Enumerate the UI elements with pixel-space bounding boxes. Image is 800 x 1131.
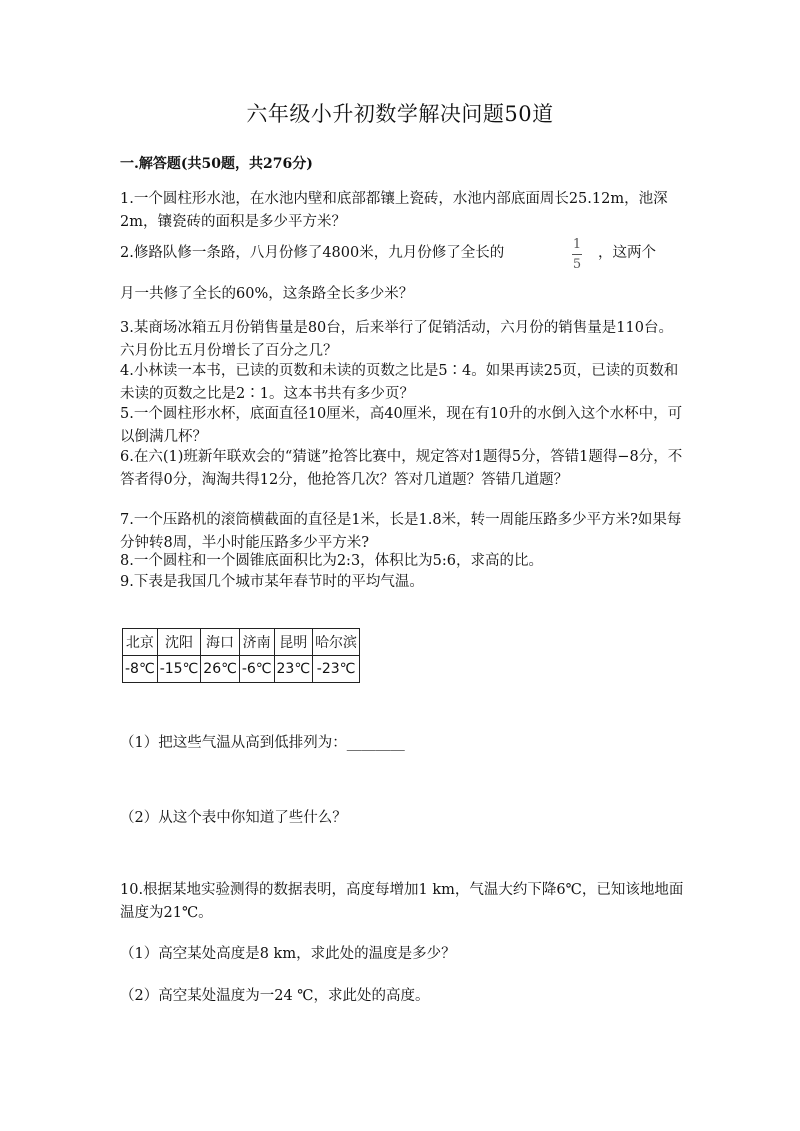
table-cell: 26℃ [201,656,240,683]
question-1: 1.一个圆柱形水池，在水池内壁和底部都镶上瓷砖，水池内部底面周长25.12m，池深2m，镶瓷砖的面积是多少平方米？ [120,191,668,230]
question-8: 8.一个圆柱和一个圆锥底面积比为2:3，体积比为5:6，求高的比。 [120,553,544,569]
section-heading: 一.解答题(共50题，共276分) [120,156,313,172]
question-2-text-b: ，这两个 [598,245,656,261]
question-3: 3.某商场冰箱五月份销售量是80台，后来举行了促销活动，六月份的销售量是110台。六月份比五月份增长了百分之几？ [120,320,673,359]
question-10-part-1: （1）高空某处高度是8 km，求此处的温度是多少？ [120,946,456,962]
table-cell: -15℃ [157,656,201,683]
table-cell: -23℃ [313,656,360,683]
question-10: 10.根据某地实验测得的数据表明，高度每增加1 km，气温大约下降6℃，已知该地地面温度为21℃。 [120,882,684,921]
table-cell: -8℃ [123,656,158,683]
table-cell: 济南 [239,629,274,656]
table-row-temps [123,656,360,683]
question-2-text-a: 2.修路队修一条路，八月份修了4800米，九月份修了全长的 [120,245,505,261]
question-6: 6.在六(1)班新年联欢会的“猜谜”抢答比赛中，规定答对1题得5分，答错1题得−8分，不答者得0分，淘淘共得12分，他抢答几次？答对几道题？答错几道题？ [120,449,683,488]
temperature-table [122,628,360,683]
table-cell: 沈阳 [157,629,201,656]
fraction-one-fifth: 1 5 [572,237,582,272]
table-cell: 23℃ [274,656,313,683]
question-7: 7.一个压路机的滚筒横截面的直径是1米，长是1.8米，转一周能压路多少平方米?如果每分钟转8周，半小时能压路多少平方米? [120,512,682,551]
table-cell: 昆明 [274,629,313,656]
table-cell: 海口 [201,629,240,656]
question-9-part-2: （2）从这个表中你知道了些什么？ [120,810,347,826]
table-cell: -6℃ [239,656,274,683]
question-9: 9.下表是我国几个城市某年春节时的平均气温。 [120,574,424,590]
table-cell: 北京 [123,629,158,656]
table-row-cities [123,629,360,656]
table-cell: 哈尔滨 [313,629,360,656]
page-title: 六年级小升初数学解决问题50道 [246,102,554,126]
question-4: 4.小林读一本书，已读的页数和未读的页数之比是5∶4。如果再读25页，已读的页数和未读的页数之比是2∶1。这本书共有多少页？ [120,363,679,402]
question-9-part-1: （1）把这些气温从高到低排列为：________ [120,735,405,751]
question-2-text-c: 月一共修了全长的60%，这条路全长多少米？ [120,286,414,302]
question-5: 5.一个圆柱形水杯，底面直径10厘米，高40厘米，现在有10升的水倒入这个水杯中，可以倒满几杯？ [120,406,683,445]
question-10-part-2: （2）高空某处温度为一24 ℃，求此处的高度。 [120,988,430,1004]
